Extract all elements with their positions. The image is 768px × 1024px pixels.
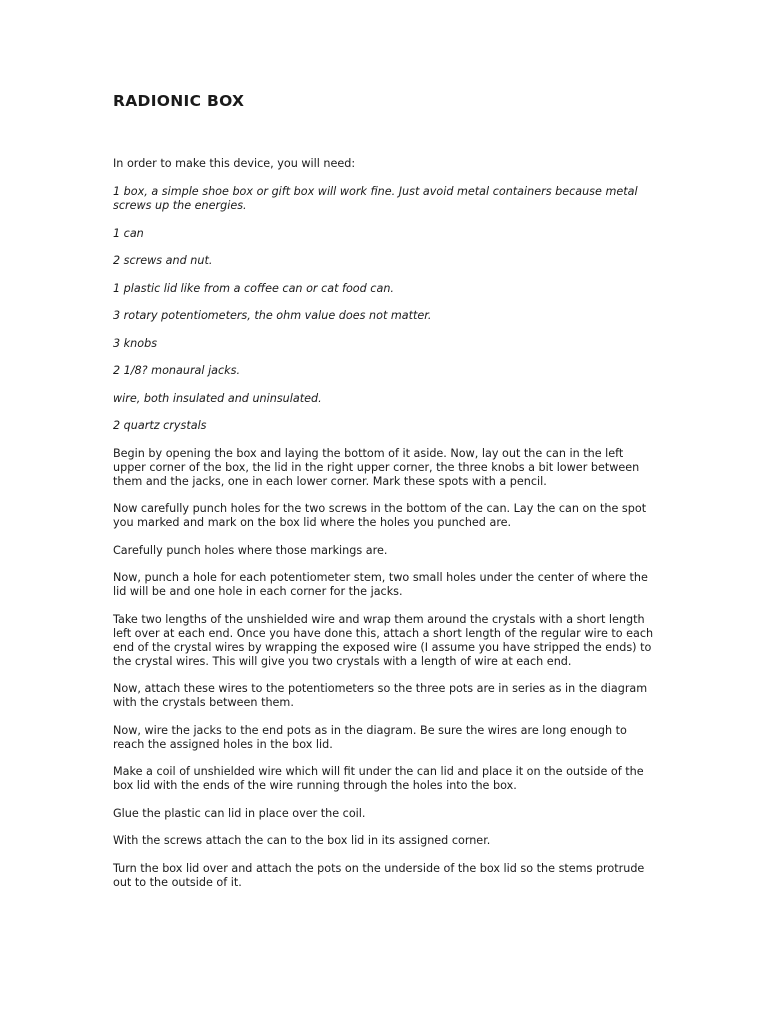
materials-item: 3 knobs (113, 336, 158, 350)
instruction-paragraph: Now, attach these wires to the potentiometers so the three pots are in series as in the diagram with the crystals between them. (113, 682, 648, 709)
instruction-paragraph: Now, punch a hole for each potentiometer stem, two small holes under the center of where the lid will be and one hole in each corner for the jacks. (113, 571, 648, 598)
materials-item: 2 screws and nut. (113, 254, 213, 267)
materials-list (113, 185, 658, 433)
instruction-paragraph: Now carefully punch holes for the two screws in the bottom of the can. Lay the can on the spot you marked and mark on the box lid where the holes you punched are. (113, 502, 647, 529)
materials-item: 1 plastic lid like from a coffee can or cat food can. (113, 281, 394, 295)
intro-text: In order to make this device, you will need: (113, 157, 356, 170)
instruction-paragraph: Carefully punch holes where those markings are. (113, 543, 388, 557)
materials-item: 1 can (113, 226, 144, 240)
materials-item: 2 1/8? monaural jacks. (113, 364, 241, 377)
instruction-paragraph: With the screws attach the can to the box lid in its assigned corner. (113, 834, 491, 847)
instruction-paragraph: Turn the box lid over and attach the pots on the underside of the box lid so the stems protrude out to the outside of it. (113, 861, 645, 889)
document-title: RADIONIC BOX (113, 92, 245, 110)
instruction-paragraph: Take two lengths of the unshielded wire and wrap them around the crystals with a short length left over at each end. Once you have done this, attach a short length of the regular wire to each end of the crystal wires by wrapping the exposed wire (I assume you have stripped the ends) to the crystal wires. This will give you two crystals with a length of wire at each end. (113, 612, 654, 668)
instruction-paragraph: Make a coil of unshielded wire which will fit under the can lid and place it on the outside of the box lid with the ends of the wire running through the holes into the box. (113, 765, 644, 792)
materials-item: wire, both insulated and uninsulated. (113, 391, 322, 405)
instruction-paragraph: Glue the plastic can lid in place over the coil. (113, 806, 366, 820)
instructions-section (113, 447, 658, 890)
instruction-paragraph: Begin by opening the box and laying the bottom of it aside. Now, lay out the can in the left upper corner of the box, the lid in the right upper corner, the three knobs a bit lower between them and the jacks, one in each lower corner. Mark these spots with a pencil. (113, 446, 640, 488)
materials-item: 2 quartz crystals (113, 419, 207, 432)
document-page (113, 91, 658, 903)
materials-item: 1 box, a simple shoe box or gift box will work fine. Just avoid metal containers because metal screws up the energies. (113, 185, 638, 212)
instruction-paragraph: Now, wire the jacks to the end pots as in the diagram. Be sure the wires are long enough to reach the assigned holes in the box lid. (113, 723, 627, 751)
materials-item: 3 rotary potentiometers, the ohm value does not matter. (113, 309, 432, 322)
